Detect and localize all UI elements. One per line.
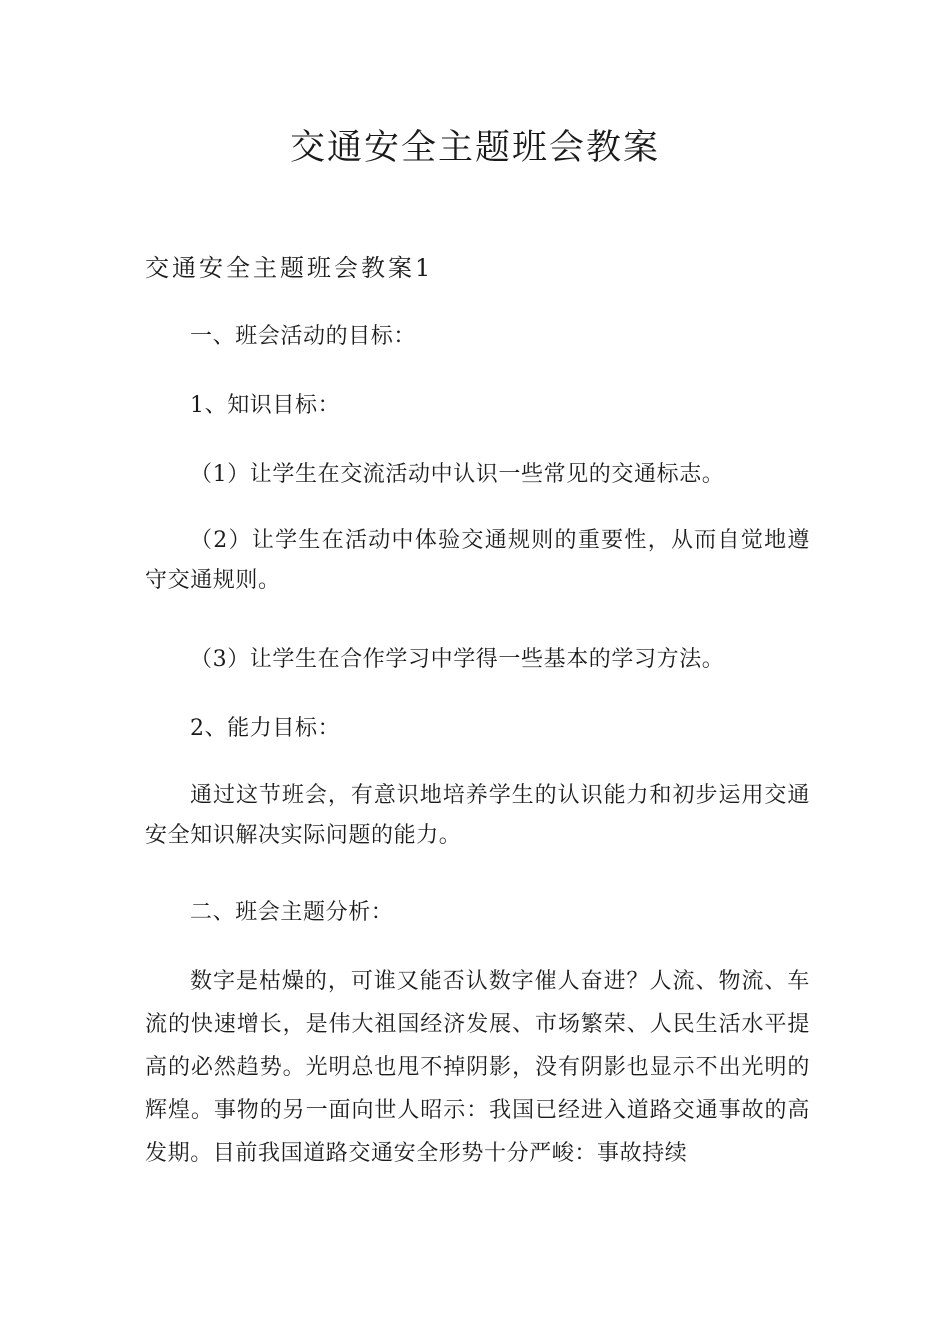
paragraph-analysis-heading: 二、班会主题分析：	[190, 900, 394, 925]
document-title: 交通安全主题班会教案	[289, 128, 660, 168]
section-heading: 交通安全主题班会教案1	[145, 254, 434, 282]
paragraph-knowledge-goal: 1、知识目标：	[190, 393, 341, 418]
paragraph-item-1: （1）让学生在交流活动中认识一些常见的交通标志。	[190, 462, 725, 487]
paragraph-item-3: （3）让学生在合作学习中学得一些基本的学习方法。	[190, 647, 725, 672]
paragraph-ability-body: 通过这节班会，有意识地培养学生的认识能力和初步运用交通安全知识解决实际问题的能力。	[145, 783, 810, 848]
paragraph-item-2: （2）让学生在活动中体验交通规则的重要性，从而自觉地遵守交通规则。	[145, 528, 810, 593]
paragraph-goals-heading: 一、班会活动的目标：	[190, 324, 417, 349]
paragraph-ability-goal: 2、能力目标：	[190, 716, 341, 741]
paragraph-analysis-body: 数字是枯燥的，可谁又能否认数字催人奋进？人流、物流、车流的快速增长，是伟大祖国经济发展、市场繁荣、人民生活水平提高的必然趋势。光明总也甩不掉阴影，没有阴影也显示不出光明的辉煌。事物的另一面向世人昭示：我国已经进入道路交通事故的高发期。目前我国道路交通安全形势十分严峻：事故持续	[145, 969, 810, 1166]
